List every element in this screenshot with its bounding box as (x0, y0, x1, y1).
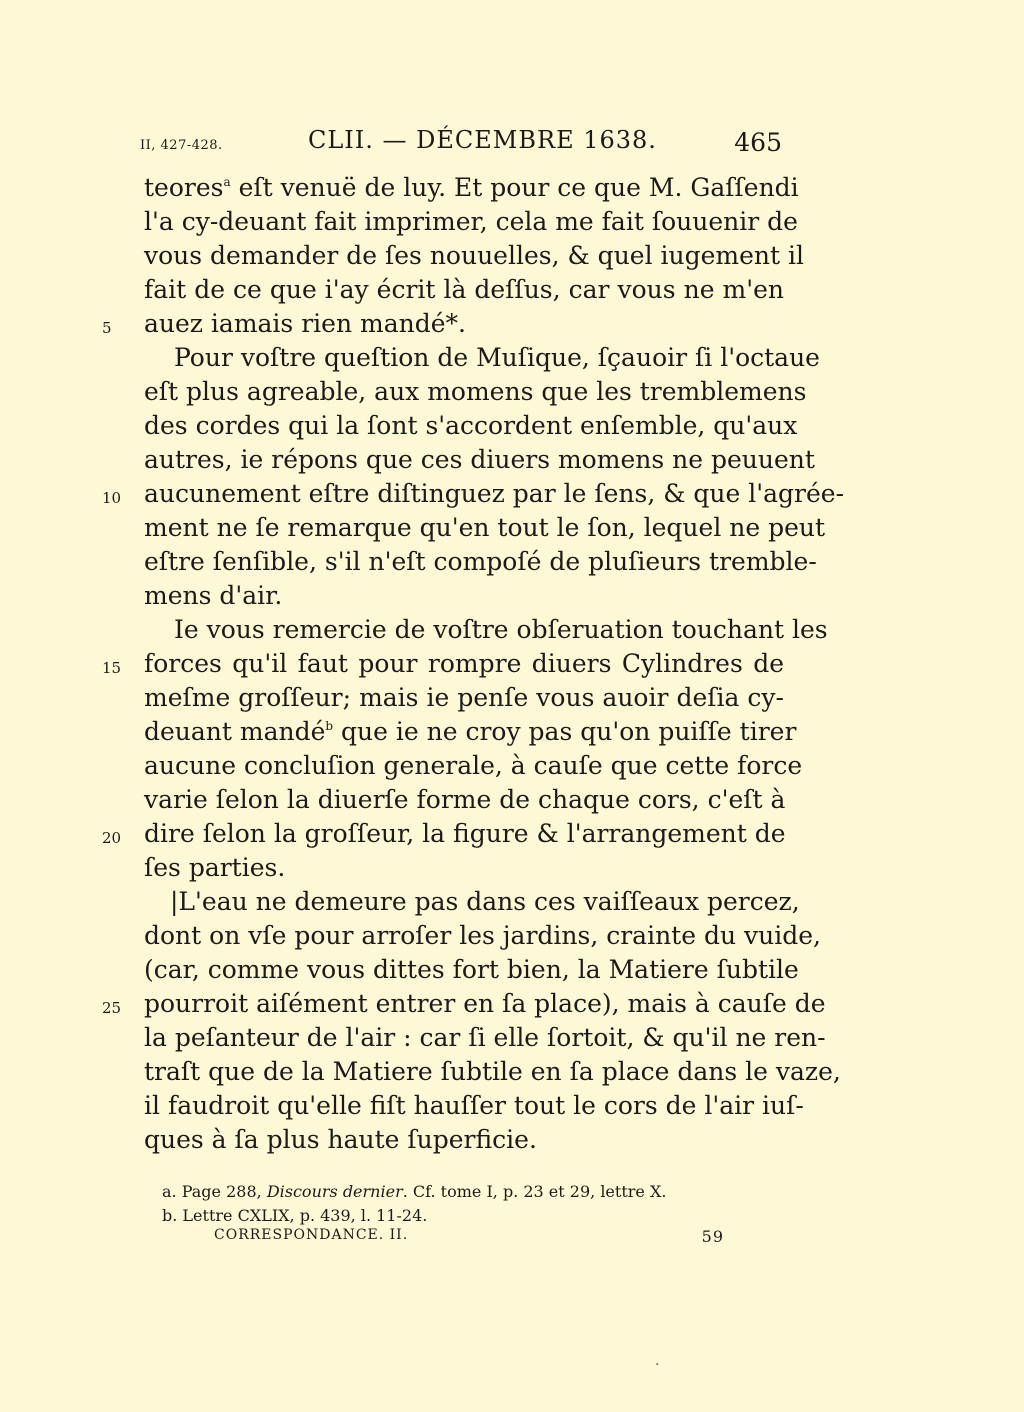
text-line-21: ſes parties. (144, 853, 286, 882)
text-line-6: Pour voſtre queſtion de Muſique, ſçauoir ſi l'octaue (174, 343, 820, 372)
text-line-26: la peſanteur de l'air : car ſi elle ſortoit, & qu'il ne ren- (144, 1023, 826, 1052)
text-line-10: 10 aucunement eſtre diſtinguez par le ſens, & que l'agrée- (144, 477, 784, 511)
text-line-20: 20 dire ſelon la groſſeur, la figure & l'arrangement de (144, 817, 784, 851)
text-line-24: (car, comme vous dittes fort bien, la Matiere ſubtile (144, 955, 799, 984)
text-line-13: mens d'air. (144, 581, 283, 610)
line-number: 15 (102, 659, 122, 677)
text-line-12: eſtre ſenſible, s'il n'eſt compoſé de pluſieurs tremble- (144, 547, 817, 576)
text-line-3: vous demander de ſes nouuelles, & quel iugement il (144, 241, 805, 270)
letter-body (102, 171, 845, 1157)
text-line-11: ment ne ſe remarque qu'en tout le ſon, lequel ne peut (144, 513, 826, 542)
text-line-9: autres, ie répons que ces diuers momens ne peuuent (144, 445, 815, 474)
signature-title: CORRESPONDANCE. II. (214, 1227, 409, 1243)
text-line-2: l'a cy-deuant fait imprimer, cela me fait ſouuenir de (144, 207, 798, 236)
signature-number: 59 (701, 1227, 724, 1246)
ink-speck: · (655, 1357, 660, 1373)
footnote-ref-b: b (325, 719, 334, 733)
text-line-25: 25 pourroit aiſément entrer en ſa place), mais à cauſe de (144, 987, 784, 1021)
text-line-7: eſt plus agreable, aux momens que les tremblemens (144, 377, 807, 406)
text-line-27: traſt que de la Matiere ſubtile en ſa place dans le vaze, (144, 1057, 841, 1086)
footnote-ref-a: a (223, 175, 231, 189)
footnote-a: a. Page 288, Discours dernier. Cf. tome I, p. 23 et 29, lettre X. (162, 1182, 667, 1201)
letter-heading: CLII. — DÉCEMBRE 1638. (308, 126, 657, 154)
line-number: 20 (102, 829, 122, 847)
text-line-18: aucune concluſion generale, à cauſe que cette force (144, 751, 803, 780)
text-line-16: meſme groſſeur; mais ie penſe vous auoir deſia cy- (144, 683, 784, 712)
page-number: 465 (734, 128, 782, 157)
text-line-22: |L'eau ne demeure pas dans ces vaiſſeaux percez, (170, 887, 800, 916)
text-line-5: 5 auez iamais rien mandé*. (144, 307, 784, 341)
line-number: 5 (102, 319, 112, 337)
line-number: 25 (102, 999, 122, 1017)
text-line-14: Ie vous remercie de voſtre obſeruation touchant les (174, 615, 828, 644)
text-line-15: 15 forces qu'il faut pour rompre diuers Cylindres de (144, 647, 784, 681)
source-reference: II, 427-428. (140, 138, 223, 153)
text-line-4: fait de ce que i'ay écrit là deſſus, car vous ne m'en (144, 275, 784, 304)
text-line-1: teores$^a$ eſt venuë de luy. Et pour ce que M. Gaſſendi (144, 173, 799, 202)
text-line-8: des cordes qui la ſont s'accordent enſemble, qu'aux (144, 411, 798, 440)
text-line-23: dont on vſe pour arroſer les jardins, crainte du vuide, (144, 921, 821, 950)
line-number: 10 (102, 489, 122, 507)
text-line-17: deuant mandé$^b$ que ie ne croy pas qu'on puiſſe tirer (144, 717, 797, 746)
text-line-29: ques à ſa plus haute ſuperficie. (144, 1125, 537, 1154)
text-line-19: varie ſelon la diuerſe forme de chaque cors, c'eſt à (144, 785, 786, 814)
footnote-b: b. Lettre CXLIX, p. 439, l. 11-24. (162, 1206, 428, 1225)
footnotes (162, 1180, 742, 1228)
text-line-28: il faudroit qu'elle fiſt hauſſer tout le cors de l'air iuſ- (144, 1091, 804, 1120)
running-head (140, 124, 790, 164)
